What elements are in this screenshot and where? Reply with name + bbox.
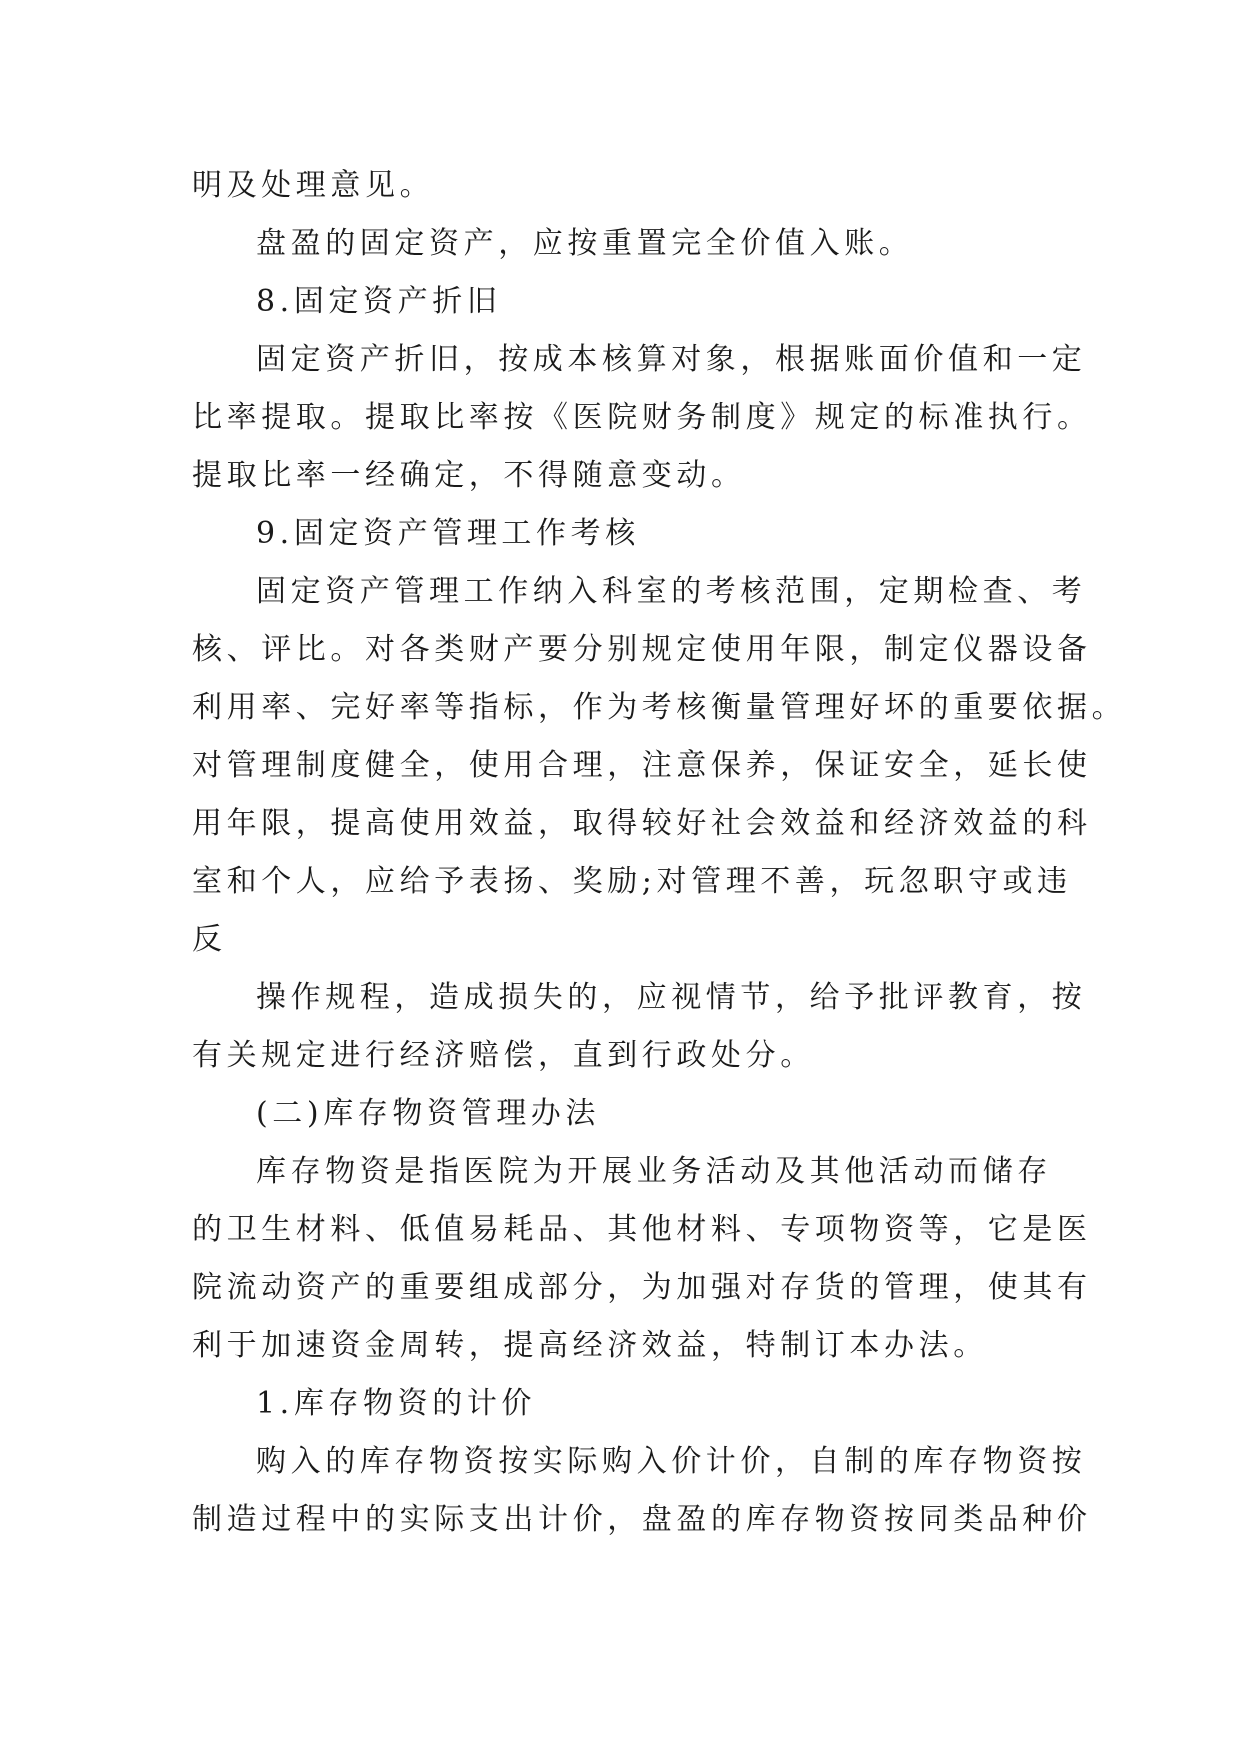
text-line: 核、评比。对各类财产要分别规定使用年限，制定仪器设备 — [192, 632, 1092, 667]
text-line: 的卫生材料、低值易耗品、其他材料、专项物资等，它是医 — [192, 1212, 1092, 1247]
text-line: 比率提取。提取比率按《医院财务制度》规定的标准执行。 — [192, 400, 1092, 435]
text-line: 用年限，提高使用效益，取得较好社会效益和经济效益的科 — [192, 806, 1092, 841]
section-heading: (二)库存物资管理办法 — [256, 1096, 601, 1131]
text-line: 院流动资产的重要组成部分，为加强对存货的管理，使其有 — [192, 1270, 1092, 1305]
section-heading: 8.固定资产折旧 — [256, 284, 502, 319]
text-line: 固定资产管理工作纳入科室的考核范围，定期检查、考 — [256, 574, 1087, 609]
text-line: 制造过程中的实际支出计价，盘盈的库存物资按同类品种价 — [192, 1502, 1092, 1537]
text-line: 利用率、完好率等指标，作为考核衡量管理好坏的重要依据。 — [192, 690, 1127, 725]
section-heading: 9.固定资产管理工作考核 — [256, 516, 640, 551]
text-line: 盘盈的固定资产，应按重置完全价值入账。 — [256, 226, 914, 261]
text-line: 库存物资是指医院为开展业务活动及其他活动而储存 — [256, 1154, 1052, 1189]
text-line: 反 — [192, 922, 227, 957]
text-line: 操作规程，造成损失的，应视情节，给予批评教育，按 — [256, 980, 1087, 1015]
text-line: 对管理制度健全，使用合理，注意保养，保证安全，延长使 — [192, 748, 1092, 783]
section-heading: 1.库存物资的计价 — [256, 1386, 537, 1421]
text-line: 利于加速资金周转，提高经济效益，特制订本办法。 — [192, 1328, 988, 1363]
text-line: 室和个人，应给予表扬、奖励;对管理不善，玩忽职守或违 — [192, 864, 1072, 899]
text-line: 有关规定进行经济赔偿，直到行政处分。 — [192, 1038, 815, 1073]
text-line: 明及处理意见。 — [192, 168, 435, 203]
text-line: 固定资产折旧，按成本核算对象，根据账面价值和一定 — [256, 342, 1087, 377]
text-line: 购入的库存物资按实际购入价计价，自制的库存物资按 — [256, 1444, 1087, 1479]
text-line: 提取比率一经确定，不得随意变动。 — [192, 458, 746, 493]
